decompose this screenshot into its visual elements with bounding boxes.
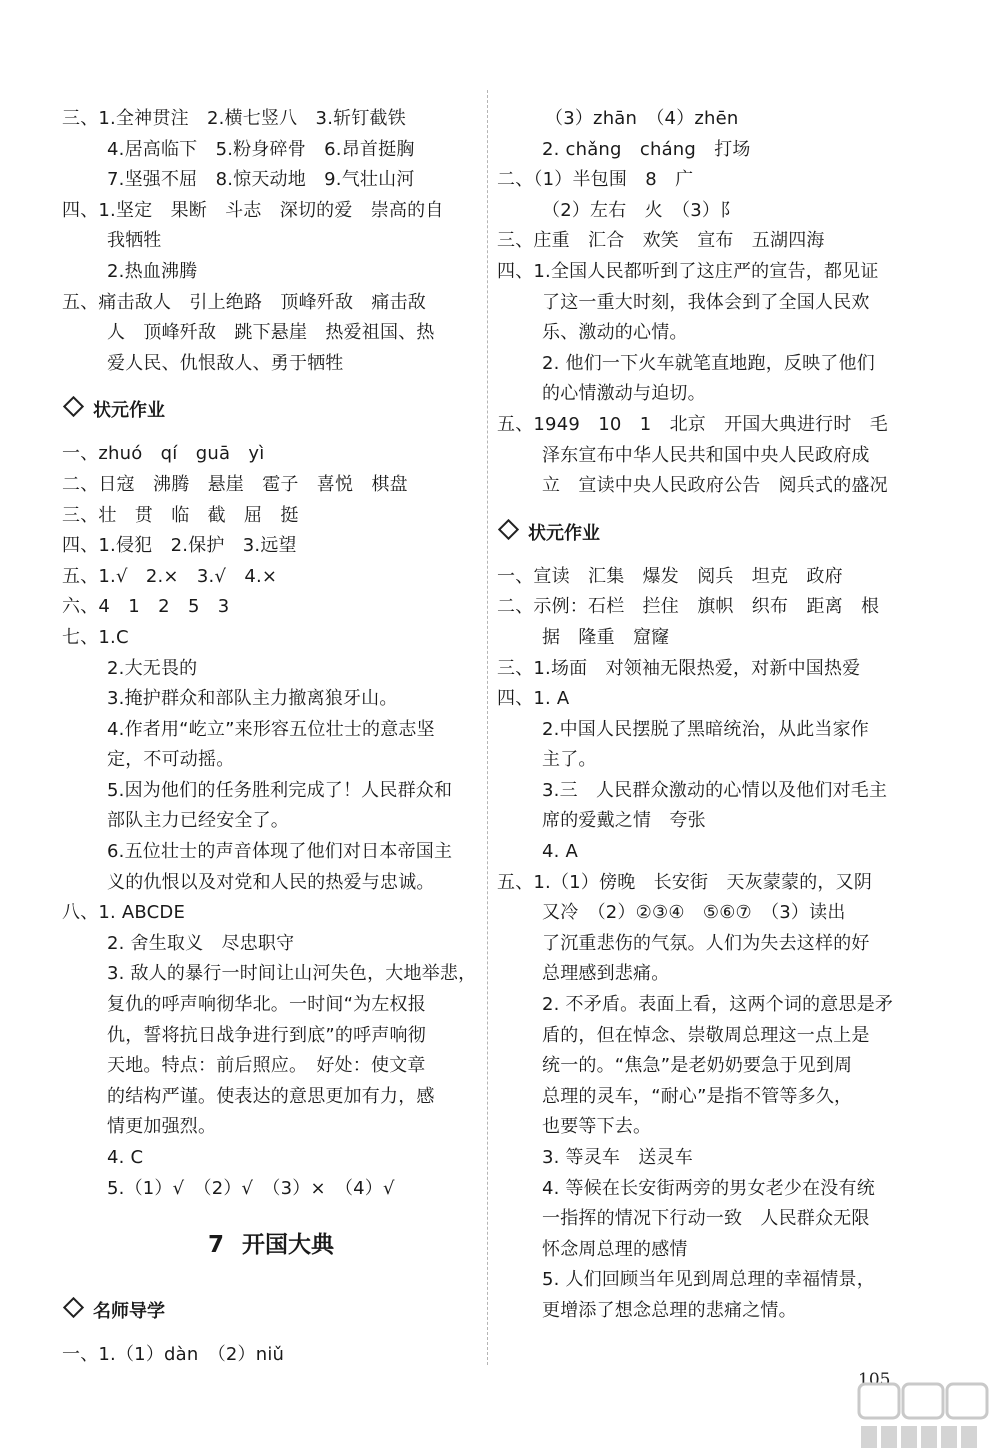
answer-line: 我牺牲 xyxy=(107,230,162,252)
answer-line: 定，不可动摇。 xyxy=(107,749,235,771)
section-heading-text: 状元作业 xyxy=(528,522,600,544)
answer-line: 四、1.全国人民都听到了这庄严的宣告，都见证 xyxy=(497,260,879,282)
answer-line: 天地。特点：前后照应。 好处：使文章 xyxy=(107,1055,426,1077)
answer-line: 二、示例：石栏 拦住 旗帜 织布 距离 根 xyxy=(497,596,880,618)
left-column xyxy=(62,104,480,1371)
answer-line: 盾的，但在悼念、崇敬周总理这一点上是 xyxy=(542,1024,870,1046)
watermark-logo xyxy=(855,1380,995,1452)
answer-line: 三、1.场面 对领袖无限热爱，对新中国热爱 xyxy=(497,657,861,679)
section-heading-text: 状元作业 xyxy=(93,400,165,422)
answer-line: 据 隆重 窟窿 xyxy=(542,626,670,648)
answer-line: 4. 等候在长安街两旁的男女老少在没有统 xyxy=(542,1177,875,1199)
answer-line: 的结构严谨。使表达的意思更加有力，感 xyxy=(107,1085,435,1107)
right-column xyxy=(497,104,937,1327)
answer-line: 3.三 人民群众激动的心情以及他们对毛主 xyxy=(542,779,888,801)
answer-line: 泽东宣布中华人民共和国中央人民政府成 xyxy=(542,444,870,466)
answer-line: 二、（1）半包围 8 广 xyxy=(497,169,694,191)
answer-line: （3）zhān （4）zhēn xyxy=(545,108,739,129)
answer-line: 四、1.坚定 果断 斗志 深切的爱 崇高的自 xyxy=(62,199,444,221)
answer-line: 5.因为他们的任务胜利完成了！人民群众和 xyxy=(107,779,453,801)
column-divider xyxy=(487,90,488,1365)
section-heading xyxy=(497,506,937,562)
answer-line: 的心情激动与迫切。 xyxy=(542,383,706,405)
answer-line: 三、1.全神贯注 2.横七竖八 3.斩钉截铁 xyxy=(62,108,406,129)
answer-line: 2. 舍生取义 尽忠职守 xyxy=(107,932,295,954)
answer-line: 爱人民、仇恨敌人、勇于牺牲 xyxy=(107,352,344,374)
answer-line: 七、1.C xyxy=(62,626,129,648)
answer-line: 5.（1）√ （2）√ （3）× （4）√ xyxy=(107,1177,395,1199)
answer-line: 四、1.侵犯 2.保护 3.远望 xyxy=(62,535,297,557)
answer-line: 2. 他们一下火车就笔直地跑，反映了他们 xyxy=(542,352,875,374)
diamond-icon xyxy=(63,1297,84,1318)
answer-line: 八、1. ABCDE xyxy=(62,902,186,924)
answer-line: 总理的灵车，“耐心”是指不管等多久， xyxy=(542,1085,853,1107)
answer-line: 也要等下去。 xyxy=(542,1116,652,1138)
answer-line: 4. C xyxy=(107,1147,144,1168)
answer-line: 六、4 1 2 5 3 xyxy=(62,596,230,618)
answer-line: 席的爱戴之情 夸张 xyxy=(542,810,706,832)
answer-line: 人 顶峰歼敌 跳下悬崖 热爱祖国、热 xyxy=(107,322,435,344)
answer-line: 三、壮 贯 临 截 屈 挺 xyxy=(62,504,299,526)
answer-line: 仇，誓将抗日战争进行到底”的呼声响彻 xyxy=(107,1024,426,1046)
answer-line: 统一的。“焦急”是老奶奶要急于见到周 xyxy=(542,1055,853,1077)
answer-line: 2.中国人民摆脱了黑暗统治，从此当家作 xyxy=(542,718,869,740)
answer-line: 4.居高临下 5.粉身碎骨 6.昂首挺胸 xyxy=(107,138,415,160)
answer-line: 一、zhuó qí guā yì xyxy=(62,443,265,465)
answer-line: 一、1.（1）dàn （2）niǔ xyxy=(62,1344,285,1366)
answer-line: 复仇的呼声响彻华北。一时间“为左权报 xyxy=(107,994,426,1016)
answer-line: 了沉重悲伤的气氛。人们为失去这样的好 xyxy=(542,932,870,954)
answer-line: 更增添了想念总理的悲痛之情。 xyxy=(542,1299,797,1321)
diamond-icon xyxy=(498,519,519,540)
page-number: 105 xyxy=(858,1370,891,1390)
answer-line: 一指挥的情况下行动一致 人民群众无限 xyxy=(542,1208,870,1230)
answer-line: 5. 人们回顾当年见到周总理的幸福情景， xyxy=(542,1269,875,1291)
diamond-icon xyxy=(63,396,84,417)
answer-line: 2.大无畏的 xyxy=(107,657,198,679)
answer-line: 主了。 xyxy=(542,749,597,771)
answer-line: 7.坚强不屈 8.惊天动地 9.气壮山河 xyxy=(107,169,415,191)
answer-line: 6.五位壮士的声音体现了他们对日本帝国主 xyxy=(107,841,453,863)
answer-line: 一、宣读 汇集 爆发 阅兵 坦克 政府 xyxy=(497,565,843,587)
answer-line: 4. A xyxy=(542,841,579,863)
answer-line: 3.掩护群众和部队主力撤离狼牙山。 xyxy=(107,688,398,710)
answer-line: 又冷 （2）②③④ ⑤⑥⑦ （3）读出 xyxy=(542,902,846,924)
answer-line: 二、日寇 沸腾 悬崖 雹子 喜悦 棋盘 xyxy=(62,473,408,495)
answer-line: 2. 不矛盾。表面上看，这两个词的意思是矛 xyxy=(542,994,894,1016)
answer-line: 五、痛击敌人 引上绝路 顶峰歼敌 痛击敌 xyxy=(62,291,426,313)
answer-line: 五、1.（1）傍晚 长安街 天灰蒙蒙的，又阴 xyxy=(497,871,873,893)
answer-line: 总理感到悲痛。 xyxy=(542,963,670,985)
answer-line: 立 宣读中央人民政府公告 阅兵式的盛况 xyxy=(542,475,888,497)
answer-line: 3. 等灵车 送灵车 xyxy=(542,1147,693,1168)
answer-line: 4.作者用“屹立”来形容五位壮士的意志坚 xyxy=(107,718,435,740)
answer-line: 乐、激动的心情。 xyxy=(542,322,688,344)
answer-line: 义的仇恨以及对党和人民的热爱与忠诚。 xyxy=(107,871,435,893)
answer-line: 三、庄重 汇合 欢笑 宣布 五湖四海 xyxy=(497,230,825,252)
answer-line: 五、1.√ 2.× 3.√ 4.× xyxy=(62,565,278,587)
answer-line: 2.热血沸腾 xyxy=(107,260,198,282)
answer-line: 五、1949 10 1 北京 开国大典进行时 毛 xyxy=(497,413,888,435)
chapter-title xyxy=(62,1210,480,1280)
answer-line: 2. chǎng cháng 打场 xyxy=(542,138,751,160)
answer-line: 四、1. A xyxy=(497,688,570,710)
section-heading xyxy=(62,1284,480,1340)
section-heading-text: 名师导学 xyxy=(93,1301,165,1323)
answer-line: 情更加强烈。 xyxy=(107,1116,217,1138)
section-heading xyxy=(62,383,480,439)
chapter-number: 7 xyxy=(207,1232,224,1259)
chapter-title-text: 开国大典 xyxy=(242,1232,334,1259)
answer-line: 3. 敌人的暴行一时间让山河失色，大地举悲， xyxy=(107,963,477,985)
answer-line: （2）左右 火 （3）阝 xyxy=(542,199,739,221)
answer-line: 部队主力已经安全了。 xyxy=(107,810,289,832)
answer-line: 了这一重大时刻，我体会到了全国人民欢 xyxy=(542,291,870,313)
answer-line: 怀念周总理的感情 xyxy=(542,1238,688,1260)
